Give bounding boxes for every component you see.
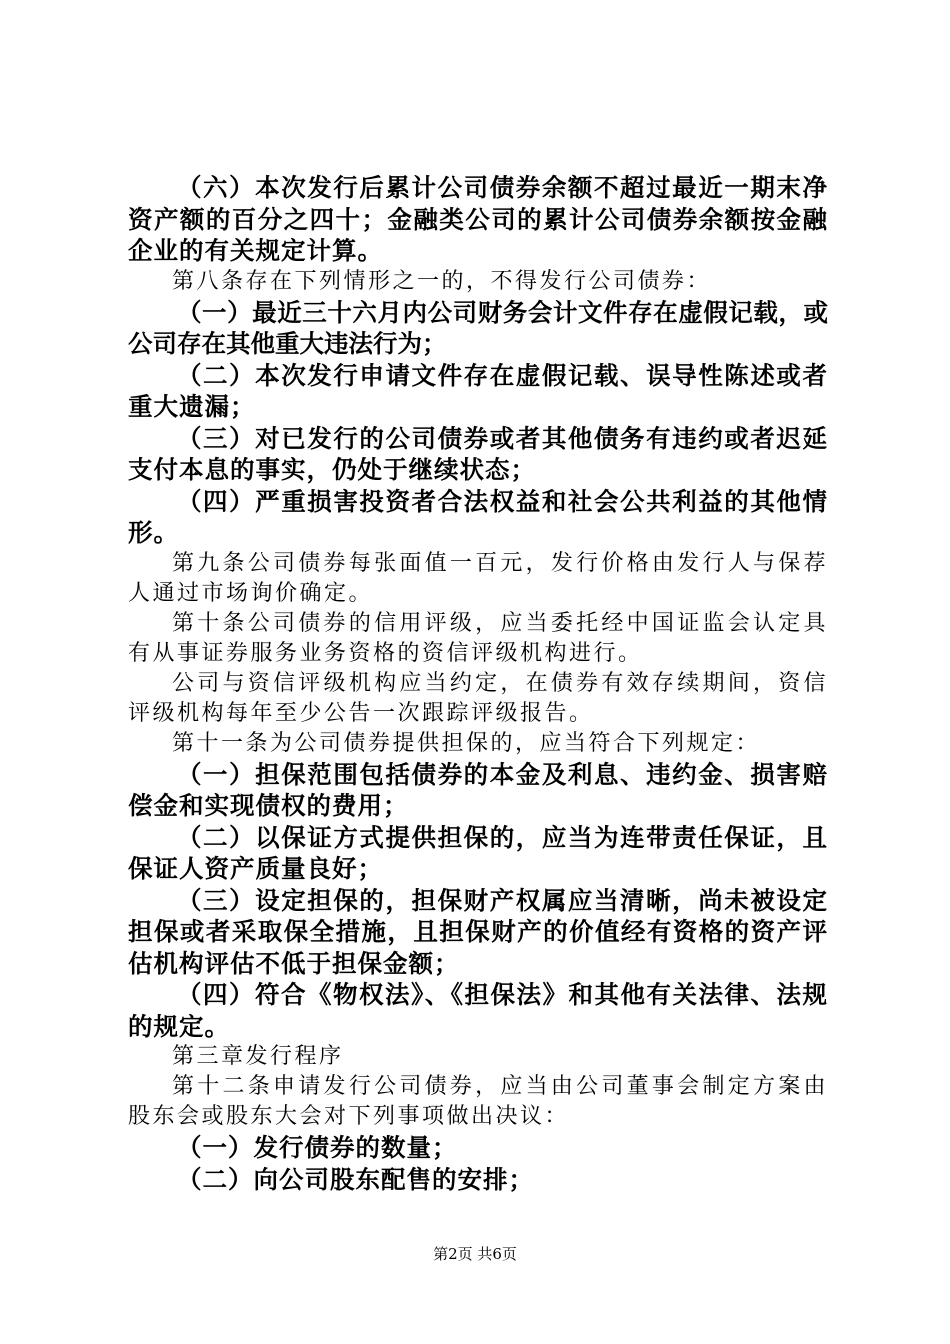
article-10-rating-agreement: 公司与资信评级机构应当约定，在债券有效存续期间，资信评级机构每年至少公告一次跟踪评级报告。: [128, 670, 828, 726]
article-12: 第十二条申请发行公司债券，应当由公司董事会制定方案由股东会或股东大会对下列事项做出决议：: [128, 1074, 828, 1129]
article-11-heading: 第十一条为公司债券提供担保的，应当符合下列规定：: [172, 730, 761, 756]
article-8-item-2: （二）本次发行申请文件存在虚假记载、误导性陈述或者重大遗漏；: [128, 360, 828, 421]
article-11-item-2: （二）以保证方式提供担保的，应当为连带责任保证，且保证人资产质量良好；: [128, 822, 828, 883]
article-12-item-1: （一）发行债券的数量；: [177, 1133, 458, 1162]
paragraph-item-6-clause: （六）本次发行后累计公司债券余额不超过最近一期末净资产额的百分之四十；金融类公司的累计公司债券余额按金融企业的有关规定计算。: [128, 173, 828, 265]
article-8-heading: 第八条存在下列情形之一的，不得发行公司债券：: [172, 268, 712, 294]
article-11-item-3: （三）设定担保的，担保财产权属应当清晰，尚未被设定担保或者采取保全措施，且担保财产的价值经有资格的资产评估机构评估不低于担保金额；: [128, 885, 828, 978]
article-12-item-2: （二）向公司股东配售的安排；: [177, 1164, 534, 1194]
article-8-item-3: （三）对已发行的公司债券或者其他债务有违约或者迟延支付本息的事实，仍处于继续状态；: [128, 423, 828, 484]
article-10: 第十条公司债券的信用评级，应当委托经中国证监会认定具有从事证券服务业务资格的资信评级机构进行。: [128, 610, 828, 666]
article-8-item-4: （四）严重损害投资者合法权益和社会公共利益的其他情形。: [128, 486, 828, 547]
article-8-item-1: （一）最近三十六月内公司财务会计文件存在虚假记载，或公司存在其他重大违法行为；: [128, 297, 828, 358]
article-11-item-1: （一）担保范围包括债券的本金及利息、违约金、损害赔偿金和实现债权的费用；: [128, 759, 828, 820]
document-body: [128, 172, 828, 1195]
chapter-3-heading: 第三章发行程序: [172, 1044, 344, 1069]
page-number: 第2页 共6页: [433, 1245, 517, 1263]
article-9: 第九条公司债券每张面值一百元，发行价格由发行人与保荐人通过市场询价确定。: [128, 550, 828, 606]
article-11-item-4: （四）符合《物权法》、《担保法》和其他有关法律、法规的规定。: [128, 980, 828, 1041]
